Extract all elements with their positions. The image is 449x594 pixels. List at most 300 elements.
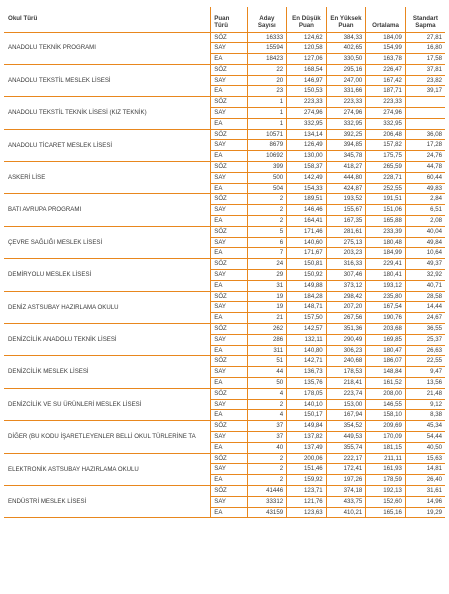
- school-name-cell: DENİZCİLİK MESLEK LİSESİ: [4, 356, 211, 388]
- puan-turu-cell: SAY: [211, 334, 247, 345]
- aday-sayisi-cell: 50: [247, 378, 287, 389]
- header-standart-sapma: Standart Sapma: [405, 7, 445, 32]
- table-row: [4, 453, 445, 464]
- standart-sapma-cell: 14,81: [405, 464, 445, 475]
- en-yuksek-puan-cell: 153,00: [326, 399, 366, 410]
- table-row: [4, 485, 445, 496]
- standart-sapma-cell: 2,08: [405, 216, 445, 227]
- standart-sapma-cell: 8,38: [405, 410, 445, 421]
- table-body: [4, 32, 445, 518]
- aday-sayisi-cell: 23: [247, 86, 287, 97]
- standart-sapma-cell: 39,17: [405, 86, 445, 97]
- en-yuksek-puan-cell: 351,36: [326, 324, 366, 335]
- ortalama-cell: 235,80: [366, 291, 406, 302]
- standart-sapma-cell: 22,55: [405, 356, 445, 367]
- aday-sayisi-cell: 15594: [247, 43, 287, 54]
- en-dusuk-puan-cell: 150,53: [287, 86, 327, 97]
- puan-turu-cell: SAY: [211, 431, 247, 442]
- puan-turu-cell: SAY: [211, 464, 247, 475]
- header-en-yuksek-puan: En Yüksek Puan: [326, 7, 366, 32]
- table-row: [4, 324, 445, 335]
- ortalama-cell: 203,68: [366, 324, 406, 335]
- en-dusuk-puan-cell: 121,76: [287, 496, 327, 507]
- ortalama-cell: 180,48: [366, 237, 406, 248]
- en-yuksek-puan-cell: 330,50: [326, 54, 366, 65]
- puan-turu-cell: SÖZ: [211, 324, 247, 335]
- ortalama-cell: 180,47: [366, 345, 406, 356]
- en-dusuk-puan-cell: 332,95: [287, 118, 327, 129]
- puan-turu-cell: EA: [211, 118, 247, 129]
- en-yuksek-puan-cell: 167,94: [326, 410, 366, 421]
- ortalama-cell: 161,93: [366, 464, 406, 475]
- aday-sayisi-cell: 2: [247, 194, 287, 205]
- standart-sapma-cell: 9,12: [405, 399, 445, 410]
- aday-sayisi-cell: 33312: [247, 496, 287, 507]
- ortalama-cell: 252,55: [366, 183, 406, 194]
- puan-turu-cell: SÖZ: [211, 388, 247, 399]
- table-row: [4, 97, 445, 108]
- ortalama-cell: 233,39: [366, 226, 406, 237]
- standart-sapma-cell: [405, 108, 445, 119]
- header-aday-sayisi: Aday Sayısı: [247, 7, 287, 32]
- school-name-cell: ANADOLU TEKNİK PROGRAMI: [4, 32, 211, 64]
- en-dusuk-puan-cell: 140,60: [287, 237, 327, 248]
- en-dusuk-puan-cell: 132,11: [287, 334, 327, 345]
- standart-sapma-cell: 17,58: [405, 54, 445, 65]
- standart-sapma-cell: 26,40: [405, 475, 445, 486]
- ortalama-cell: 148,84: [366, 367, 406, 378]
- puan-turu-cell: SAY: [211, 302, 247, 313]
- puan-turu-cell: EA: [211, 507, 247, 518]
- puan-turu-cell: EA: [211, 54, 247, 65]
- en-dusuk-puan-cell: 154,33: [287, 183, 327, 194]
- ortalama-cell: 175,75: [366, 151, 406, 162]
- results-table: [4, 7, 445, 518]
- puan-turu-cell: SÖZ: [211, 485, 247, 496]
- table-row: [4, 291, 445, 302]
- en-yuksek-puan-cell: 307,46: [326, 270, 366, 281]
- en-yuksek-puan-cell: 402,65: [326, 43, 366, 54]
- puan-turu-cell: SAY: [211, 270, 247, 281]
- standart-sapma-cell: 49,37: [405, 259, 445, 270]
- puan-turu-cell: SAY: [211, 108, 247, 119]
- en-yuksek-puan-cell: 354,52: [326, 421, 366, 432]
- standart-sapma-cell: 2,84: [405, 194, 445, 205]
- en-yuksek-puan-cell: 178,53: [326, 367, 366, 378]
- puan-turu-cell: SÖZ: [211, 97, 247, 108]
- en-yuksek-puan-cell: 172,41: [326, 464, 366, 475]
- table-header-row: [4, 7, 445, 32]
- puan-turu-cell: SAY: [211, 367, 247, 378]
- en-dusuk-puan-cell: 142,49: [287, 172, 327, 183]
- aday-sayisi-cell: 40: [247, 442, 287, 453]
- puan-turu-cell: EA: [211, 410, 247, 421]
- aday-sayisi-cell: 504: [247, 183, 287, 194]
- en-yuksek-puan-cell: 295,16: [326, 64, 366, 75]
- puan-turu-cell: SÖZ: [211, 129, 247, 140]
- standart-sapma-cell: 15,63: [405, 453, 445, 464]
- ortalama-cell: 274,96: [366, 108, 406, 119]
- ortalama-cell: 146,55: [366, 399, 406, 410]
- aday-sayisi-cell: 29: [247, 270, 287, 281]
- en-yuksek-puan-cell: 167,35: [326, 216, 366, 227]
- puan-turu-cell: SÖZ: [211, 162, 247, 173]
- table-row: [4, 421, 445, 432]
- ortalama-cell: 265,59: [366, 162, 406, 173]
- puan-turu-cell: SAY: [211, 399, 247, 410]
- puan-turu-cell: SÖZ: [211, 32, 247, 43]
- standart-sapma-cell: 27,81: [405, 32, 445, 43]
- aday-sayisi-cell: 286: [247, 334, 287, 345]
- en-dusuk-puan-cell: 274,96: [287, 108, 327, 119]
- en-yuksek-puan-cell: 222,17: [326, 453, 366, 464]
- en-dusuk-puan-cell: 120,58: [287, 43, 327, 54]
- en-yuksek-puan-cell: 247,00: [326, 75, 366, 86]
- en-dusuk-puan-cell: 135,76: [287, 378, 327, 389]
- en-yuksek-puan-cell: 410,21: [326, 507, 366, 518]
- en-dusuk-puan-cell: 124,62: [287, 32, 327, 43]
- en-dusuk-puan-cell: 157,50: [287, 313, 327, 324]
- aday-sayisi-cell: 10571: [247, 129, 287, 140]
- ortalama-cell: 163,78: [366, 54, 406, 65]
- standart-sapma-cell: 19,29: [405, 507, 445, 518]
- ortalama-cell: 165,88: [366, 216, 406, 227]
- standart-sapma-cell: 60,44: [405, 172, 445, 183]
- ortalama-cell: 211,11: [366, 453, 406, 464]
- aday-sayisi-cell: 311: [247, 345, 287, 356]
- puan-turu-cell: EA: [211, 442, 247, 453]
- en-dusuk-puan-cell: 150,81: [287, 259, 327, 270]
- aday-sayisi-cell: 2: [247, 464, 287, 475]
- puan-turu-cell: SAY: [211, 140, 247, 151]
- ortalama-cell: 184,99: [366, 248, 406, 259]
- standart-sapma-cell: 14,96: [405, 496, 445, 507]
- puan-turu-cell: EA: [211, 378, 247, 389]
- en-dusuk-puan-cell: 137,49: [287, 442, 327, 453]
- en-yuksek-puan-cell: 290,49: [326, 334, 366, 345]
- standart-sapma-cell: 9,47: [405, 367, 445, 378]
- standart-sapma-cell: 40,71: [405, 280, 445, 291]
- en-dusuk-puan-cell: 140,10: [287, 399, 327, 410]
- aday-sayisi-cell: 37: [247, 431, 287, 442]
- en-dusuk-puan-cell: 223,33: [287, 97, 327, 108]
- ortalama-cell: 154,99: [366, 43, 406, 54]
- standart-sapma-cell: 14,44: [405, 302, 445, 313]
- puan-turu-cell: SÖZ: [211, 291, 247, 302]
- puan-turu-cell: SAY: [211, 205, 247, 216]
- table-row: [4, 259, 445, 270]
- en-dusuk-puan-cell: 178,05: [287, 388, 327, 399]
- en-yuksek-puan-cell: 384,33: [326, 32, 366, 43]
- ortalama-cell: 158,10: [366, 410, 406, 421]
- en-dusuk-puan-cell: 146,97: [287, 75, 327, 86]
- standart-sapma-cell: 49,83: [405, 183, 445, 194]
- ortalama-cell: 332,95: [366, 118, 406, 129]
- aday-sayisi-cell: 8679: [247, 140, 287, 151]
- en-dusuk-puan-cell: 142,57: [287, 324, 327, 335]
- ortalama-cell: 193,12: [366, 280, 406, 291]
- en-yuksek-puan-cell: 418,27: [326, 162, 366, 173]
- aday-sayisi-cell: 10692: [247, 151, 287, 162]
- school-name-cell: DENİZCİLİK VE SU ÜRÜNLERİ MESLEK LİSESİ: [4, 388, 211, 420]
- en-dusuk-puan-cell: 136,73: [287, 367, 327, 378]
- aday-sayisi-cell: 20: [247, 75, 287, 86]
- puan-turu-cell: EA: [211, 280, 247, 291]
- aday-sayisi-cell: 4: [247, 388, 287, 399]
- school-name-cell: ÇEVRE SAĞLIĞI MESLEK LİSESİ: [4, 226, 211, 258]
- school-name-cell: ENDÜSTRİ MESLEK LİSESİ: [4, 485, 211, 517]
- en-yuksek-puan-cell: 207,20: [326, 302, 366, 313]
- ortalama-cell: 190,76: [366, 313, 406, 324]
- aday-sayisi-cell: 37: [247, 421, 287, 432]
- en-dusuk-puan-cell: 146,46: [287, 205, 327, 216]
- ortalama-cell: 228,71: [366, 172, 406, 183]
- ortalama-cell: 151,06: [366, 205, 406, 216]
- ortalama-cell: 187,71: [366, 86, 406, 97]
- aday-sayisi-cell: 1: [247, 97, 287, 108]
- en-dusuk-puan-cell: 184,28: [287, 291, 327, 302]
- ortalama-cell: 152,60: [366, 496, 406, 507]
- aday-sayisi-cell: 19: [247, 291, 287, 302]
- en-dusuk-puan-cell: 159,92: [287, 475, 327, 486]
- en-dusuk-puan-cell: 189,51: [287, 194, 327, 205]
- ortalama-cell: 181,15: [366, 442, 406, 453]
- en-yuksek-puan-cell: 275,13: [326, 237, 366, 248]
- aday-sayisi-cell: 2: [247, 399, 287, 410]
- puan-turu-cell: SÖZ: [211, 64, 247, 75]
- aday-sayisi-cell: 24: [247, 259, 287, 270]
- puan-turu-cell: SAY: [211, 496, 247, 507]
- aday-sayisi-cell: 31: [247, 280, 287, 291]
- puan-turu-cell: SÖZ: [211, 453, 247, 464]
- school-name-cell: ELEKTRONİK ASTSUBAY HAZIRLAMA OKULU: [4, 453, 211, 485]
- standart-sapma-cell: 28,58: [405, 291, 445, 302]
- ortalama-cell: 180,41: [366, 270, 406, 281]
- en-yuksek-puan-cell: 298,42: [326, 291, 366, 302]
- ortalama-cell: 226,47: [366, 64, 406, 75]
- school-name-cell: DENİZ ASTSUBAY HAZIRLAMA OKULU: [4, 291, 211, 323]
- standart-sapma-cell: 25,37: [405, 334, 445, 345]
- puan-turu-cell: EA: [211, 475, 247, 486]
- puan-turu-cell: SÖZ: [211, 356, 247, 367]
- en-dusuk-puan-cell: 151,46: [287, 464, 327, 475]
- puan-turu-cell: SAY: [211, 75, 247, 86]
- aday-sayisi-cell: 2: [247, 475, 287, 486]
- en-yuksek-puan-cell: 223,74: [326, 388, 366, 399]
- en-yuksek-puan-cell: 155,67: [326, 205, 366, 216]
- ortalama-cell: 165,16: [366, 507, 406, 518]
- standart-sapma-cell: 49,84: [405, 237, 445, 248]
- en-dusuk-puan-cell: 123,71: [287, 485, 327, 496]
- ortalama-cell: 178,59: [366, 475, 406, 486]
- en-dusuk-puan-cell: 158,37: [287, 162, 327, 173]
- en-yuksek-puan-cell: 444,80: [326, 172, 366, 183]
- aday-sayisi-cell: 6: [247, 237, 287, 248]
- en-dusuk-puan-cell: 123,63: [287, 507, 327, 518]
- puan-turu-cell: SAY: [211, 237, 247, 248]
- en-dusuk-puan-cell: 150,17: [287, 410, 327, 421]
- aday-sayisi-cell: 2: [247, 216, 287, 227]
- standart-sapma-cell: 44,78: [405, 162, 445, 173]
- aday-sayisi-cell: 19: [247, 302, 287, 313]
- header-puan-turu: Puan Türü: [211, 7, 247, 32]
- standart-sapma-cell: 24,67: [405, 313, 445, 324]
- en-dusuk-puan-cell: 126,49: [287, 140, 327, 151]
- puan-turu-cell: SAY: [211, 43, 247, 54]
- en-yuksek-puan-cell: 374,18: [326, 485, 366, 496]
- standart-sapma-cell: [405, 118, 445, 129]
- en-yuksek-puan-cell: 197,26: [326, 475, 366, 486]
- en-dusuk-puan-cell: 200,06: [287, 453, 327, 464]
- aday-sayisi-cell: 500: [247, 172, 287, 183]
- puan-turu-cell: SAY: [211, 172, 247, 183]
- aday-sayisi-cell: 5: [247, 226, 287, 237]
- table-row: [4, 356, 445, 367]
- aday-sayisi-cell: 4: [247, 410, 287, 421]
- ortalama-cell: 167,54: [366, 302, 406, 313]
- en-dusuk-puan-cell: 142,71: [287, 356, 327, 367]
- en-dusuk-puan-cell: 127,06: [287, 54, 327, 65]
- en-dusuk-puan-cell: 171,46: [287, 226, 327, 237]
- ortalama-cell: 229,41: [366, 259, 406, 270]
- puan-turu-cell: EA: [211, 313, 247, 324]
- en-yuksek-puan-cell: 223,33: [326, 97, 366, 108]
- school-name-cell: ASKERİ LİSE: [4, 162, 211, 194]
- standart-sapma-cell: 36,55: [405, 324, 445, 335]
- aday-sayisi-cell: 18423: [247, 54, 287, 65]
- puan-turu-cell: EA: [211, 86, 247, 97]
- school-name-cell: ANADOLU TİCARET MESLEK LİSESİ: [4, 129, 211, 161]
- school-name-cell: DENİZCİLİK ANADOLU TEKNİK LİSESİ: [4, 324, 211, 356]
- ortalama-cell: 209,69: [366, 421, 406, 432]
- en-dusuk-puan-cell: 134,14: [287, 129, 327, 140]
- en-yuksek-puan-cell: 218,41: [326, 378, 366, 389]
- aday-sayisi-cell: 21: [247, 313, 287, 324]
- en-yuksek-puan-cell: 394,85: [326, 140, 366, 151]
- standart-sapma-cell: 32,92: [405, 270, 445, 281]
- en-yuksek-puan-cell: 424,87: [326, 183, 366, 194]
- en-dusuk-puan-cell: 130,00: [287, 151, 327, 162]
- en-yuksek-puan-cell: 193,52: [326, 194, 366, 205]
- header-ortalama: Ortalama: [366, 7, 406, 32]
- en-dusuk-puan-cell: 150,92: [287, 270, 327, 281]
- standart-sapma-cell: 37,81: [405, 64, 445, 75]
- standart-sapma-cell: 31,61: [405, 485, 445, 496]
- ortalama-cell: 157,82: [366, 140, 406, 151]
- aday-sayisi-cell: 1: [247, 118, 287, 129]
- aday-sayisi-cell: 44: [247, 367, 287, 378]
- en-yuksek-puan-cell: 392,25: [326, 129, 366, 140]
- standart-sapma-cell: 54,44: [405, 431, 445, 442]
- standart-sapma-cell: 21,48: [405, 388, 445, 399]
- en-yuksek-puan-cell: 306,23: [326, 345, 366, 356]
- school-name-cell: DEMİRYOLU MESLEK LİSESİ: [4, 259, 211, 291]
- school-name-cell: BATI AVRUPA PROGRAMI: [4, 194, 211, 226]
- aday-sayisi-cell: 7: [247, 248, 287, 259]
- standart-sapma-cell: 13,56: [405, 378, 445, 389]
- ortalama-cell: 192,13: [366, 485, 406, 496]
- en-yuksek-puan-cell: 332,95: [326, 118, 366, 129]
- standart-sapma-cell: 26,63: [405, 345, 445, 356]
- table-row: [4, 162, 445, 173]
- puan-turu-cell: SÖZ: [211, 421, 247, 432]
- en-yuksek-puan-cell: 331,66: [326, 86, 366, 97]
- en-yuksek-puan-cell: 274,96: [326, 108, 366, 119]
- standart-sapma-cell: 16,80: [405, 43, 445, 54]
- en-dusuk-puan-cell: 171,67: [287, 248, 327, 259]
- puan-turu-cell: EA: [211, 151, 247, 162]
- table-row: [4, 129, 445, 140]
- en-yuksek-puan-cell: 267,56: [326, 313, 366, 324]
- aday-sayisi-cell: 22: [247, 64, 287, 75]
- en-yuksek-puan-cell: 316,33: [326, 259, 366, 270]
- puan-turu-cell: SÖZ: [211, 226, 247, 237]
- aday-sayisi-cell: 41446: [247, 485, 287, 496]
- ortalama-cell: 169,85: [366, 334, 406, 345]
- header-okul-turu: Okul Türü: [4, 7, 211, 32]
- en-dusuk-puan-cell: 149,88: [287, 280, 327, 291]
- ortalama-cell: 167,42: [366, 75, 406, 86]
- table-row: [4, 32, 445, 43]
- ortalama-cell: 170,09: [366, 431, 406, 442]
- aday-sayisi-cell: 16333: [247, 32, 287, 43]
- puan-turu-cell: EA: [211, 345, 247, 356]
- standart-sapma-cell: 6,51: [405, 205, 445, 216]
- aday-sayisi-cell: 43159: [247, 507, 287, 518]
- standart-sapma-cell: 45,34: [405, 421, 445, 432]
- en-dusuk-puan-cell: 164,41: [287, 216, 327, 227]
- table-row: [4, 226, 445, 237]
- en-dusuk-puan-cell: 148,71: [287, 302, 327, 313]
- aday-sayisi-cell: 262: [247, 324, 287, 335]
- standart-sapma-cell: 17,28: [405, 140, 445, 151]
- en-yuksek-puan-cell: 449,53: [326, 431, 366, 442]
- puan-turu-cell: EA: [211, 183, 247, 194]
- puan-turu-cell: EA: [211, 216, 247, 227]
- ortalama-cell: 186,07: [366, 356, 406, 367]
- en-yuksek-puan-cell: 433,75: [326, 496, 366, 507]
- en-dusuk-puan-cell: 140,80: [287, 345, 327, 356]
- table-row: [4, 194, 445, 205]
- standart-sapma-cell: 36,08: [405, 129, 445, 140]
- standart-sapma-cell: 10,64: [405, 248, 445, 259]
- en-yuksek-puan-cell: 203,23: [326, 248, 366, 259]
- standart-sapma-cell: 40,04: [405, 226, 445, 237]
- aday-sayisi-cell: 51: [247, 356, 287, 367]
- en-yuksek-puan-cell: 345,78: [326, 151, 366, 162]
- ortalama-cell: 206,48: [366, 129, 406, 140]
- standart-sapma-cell: 24,76: [405, 151, 445, 162]
- en-yuksek-puan-cell: 281,61: [326, 226, 366, 237]
- puan-turu-cell: SÖZ: [211, 259, 247, 270]
- en-dusuk-puan-cell: 137,82: [287, 431, 327, 442]
- ortalama-cell: 184,09: [366, 32, 406, 43]
- school-name-cell: ANADOLU TEKSTİL MESLEK LİSESİ: [4, 64, 211, 96]
- puan-turu-cell: SÖZ: [211, 194, 247, 205]
- aday-sayisi-cell: 399: [247, 162, 287, 173]
- ortalama-cell: 208,00: [366, 388, 406, 399]
- table-row: [4, 388, 445, 399]
- en-yuksek-puan-cell: 240,68: [326, 356, 366, 367]
- standart-sapma-cell: 40,50: [405, 442, 445, 453]
- header-en-dusuk-puan: En Düşük Puan: [287, 7, 327, 32]
- ortalama-cell: 191,51: [366, 194, 406, 205]
- school-name-cell: DİĞER (BU KODU İŞARETLEYENLER BELLİ OKUL TÜRLERİNE TA: [4, 421, 211, 453]
- en-dusuk-puan-cell: 168,54: [287, 64, 327, 75]
- aday-sayisi-cell: 2: [247, 453, 287, 464]
- ortalama-cell: 223,33: [366, 97, 406, 108]
- en-dusuk-puan-cell: 149,84: [287, 421, 327, 432]
